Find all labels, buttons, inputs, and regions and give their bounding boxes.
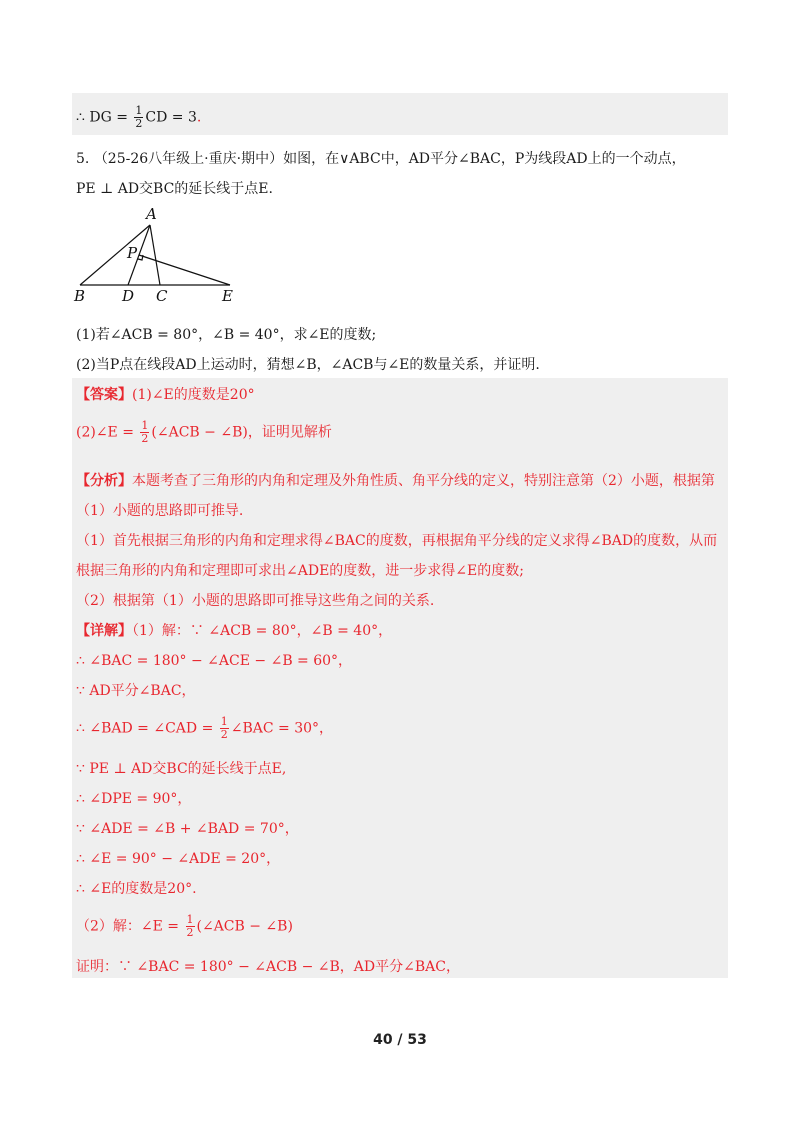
analysis-line-1 — [76, 472, 715, 490]
answer-tag: 【答案】 — [76, 387, 132, 403]
label-D: D — [122, 287, 135, 305]
analysis-line-2: （1）小题的思路即可推导. — [76, 503, 244, 519]
detail-text: ∴ ∠BAD = ∠CAD = — [76, 720, 218, 737]
denominator: 2 — [135, 117, 143, 130]
analysis-line-4: 根据三角形的内角和定理即可求出∠ADE的度数，进一步求得∠E的度数; — [76, 563, 524, 579]
fraction — [220, 716, 229, 741]
analysis-line-5: （2）根据第（1）小题的思路即可推导这些角之间的关系. — [76, 593, 435, 609]
numerator: 1 — [135, 104, 143, 117]
detail-line-11: 证明：∵ ∠BAC = 180° − ∠ACB − ∠B，AD平分∠BAC， — [76, 959, 460, 975]
text: ∴ DG = — [76, 109, 133, 126]
page-number: 40 / 53 — [373, 1032, 427, 1048]
segment-AC — [150, 225, 160, 285]
detail-line-5: ∵ PE ⊥ AD交BC的延长线于点E, — [76, 761, 287, 777]
detail-text: （1）解：∵ ∠ACB = 80°，∠B = 40°， — [132, 623, 393, 639]
detail-line-10 — [76, 914, 293, 939]
denominator: 2 — [186, 926, 194, 939]
question-1: (1)若∠ACB = 80°，∠B = 40°，求∠E的度数; — [76, 327, 377, 343]
label-C: C — [156, 287, 168, 305]
denominator: 2 — [141, 432, 149, 445]
label-A: A — [146, 205, 157, 223]
segment-PE — [139, 255, 230, 285]
answer-text: (1)∠E的度数是20° — [132, 387, 255, 403]
triangle-figure — [70, 205, 250, 305]
answer-line-2 — [76, 420, 332, 445]
detail-line-4 — [76, 716, 333, 741]
problem-number: 5. — [76, 151, 90, 167]
detail-line-6: ∴ ∠DPE = 90°， — [76, 791, 192, 807]
detail-text: （2）解：∠E = — [76, 918, 184, 935]
detail-tag: 【详解】 — [76, 623, 132, 639]
problem-stem-line2 — [76, 180, 273, 198]
label-P: P — [127, 244, 138, 262]
problem-stem-line1 — [76, 150, 686, 168]
detail-line-1 — [76, 622, 392, 640]
detail-text: (∠ACB − ∠B) — [196, 918, 293, 935]
question-2: (2)当P点在线段AD上运动时，猜想∠B，∠ACB与∠E的数量关系，并证明. — [76, 357, 540, 373]
detail-line-8: ∴ ∠E = 90° − ∠ADE = 20°， — [76, 851, 281, 867]
text: . — [196, 109, 202, 126]
detail-line-9: ∴ ∠E的度数是20°. — [76, 881, 197, 897]
numerator: 1 — [220, 715, 228, 728]
problem-text: 如图，在∨ABC中，AD平分∠BAC，P为线段AD上的一个动点， — [283, 151, 686, 167]
denominator: 2 — [220, 728, 228, 741]
label-E: E — [222, 287, 233, 305]
answer-text: (∠ACB − ∠B)，证明见解析 — [151, 424, 332, 441]
numerator: 1 — [141, 419, 149, 432]
fraction — [186, 914, 195, 939]
detail-line-3: ∵ AD平分∠BAC， — [76, 683, 196, 699]
previous-solution-line — [76, 105, 201, 130]
detail-line-2: ∴ ∠BAC = 180° − ∠ACE − ∠B = 60°， — [76, 653, 353, 669]
text: CD = 3 — [145, 109, 197, 126]
answer-line-1 — [76, 386, 255, 404]
numerator: 1 — [186, 913, 194, 926]
analysis-tag: 【分析】 — [76, 473, 132, 489]
detail-text: ∠BAC = 30°， — [230, 720, 334, 737]
detail-line-7: ∵ ∠ADE = ∠B + ∠BAD = 70°， — [76, 821, 299, 837]
fraction — [134, 105, 143, 130]
problem-source: （25-26八年级上·重庆·期中） — [93, 151, 284, 167]
problem-text: PE ⊥ AD交BC的延长线于点E. — [76, 181, 273, 197]
label-B: B — [74, 287, 86, 305]
analysis-text: 本题考查了三角形的内角和定理及外角性质、角平分线的定义，特别注意第（2）小题，根据第 — [132, 473, 715, 489]
answer-text: (2)∠E = — [76, 424, 139, 441]
analysis-line-3: （1）首先根据三角形的内角和定理求得∠BAC的度数，再根据角平分线的定义求得∠BAD的度数，从而 — [76, 533, 718, 549]
fraction — [140, 420, 149, 445]
